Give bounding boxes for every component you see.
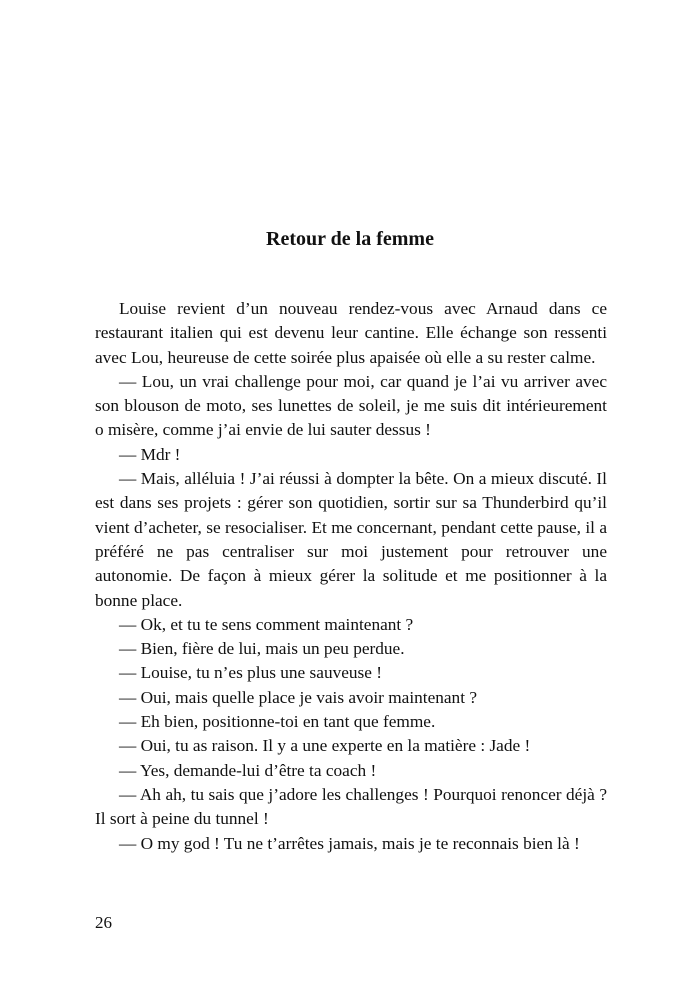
paragraph: — Mdr ! — [119, 444, 181, 464]
page-number: 26 — [95, 913, 112, 932]
paragraph: — O my god ! Tu ne t’arrêtes jamais, mais je te reconnais bien là ! — [119, 833, 580, 853]
paragraph: — Eh bien, positionne-toi en tant que femme. — [119, 712, 436, 732]
paragraph: — Ah ah, tu sais que j’adore les challenges ! Pourquoi renoncer déjà ? Il sort à peine du tunnel ! — [95, 784, 607, 829]
paragraph: — Louise, tu n’es plus une sauveuse ! — [119, 663, 383, 683]
paragraph: — Yes, demande-lui d’être ta coach ! — [119, 760, 377, 780]
paragraph: — Oui, mais quelle place je vais avoir maintenant ? — [119, 687, 477, 707]
paragraph: Louise revient d’un nouveau rendez-vous avec Arnaud dans ce restaurant italien qui est devenu leur cantine. Elle échange son ressenti avec Lou, heureuse de cette soirée plus apaisée où elle a su rester calme. — [95, 299, 607, 367]
chapter-body — [95, 297, 607, 856]
chapter-title: Retour de la femme — [266, 228, 434, 250]
paragraph: — Ok, et tu te sens comment maintenant ? — [119, 614, 414, 634]
paragraph: — Oui, tu as raison. Il y a une experte en la matière : Jade ! — [119, 736, 531, 756]
paragraph: — Lou, un vrai challenge pour moi, car quand je l’ai vu arriver avec son blouson de moto, ses lunettes de soleil, je me suis dit intérieurement o misère, comme j’ai envie de lui sauter dessus ! — [95, 371, 607, 440]
paragraph: — Bien, fière de lui, mais un peu perdue. — [119, 639, 405, 659]
paragraph: — Mais, alléluia ! J’ai réussi à dompter la bête. On a mieux discuté. Il est dans ses projets : gérer son quotidien, sortir sur sa Thunderbird qu’il vient d’acheter, se resocialiser. Et me concernant, pendant cette pause, il a préféré ne pas centraliser sur moi justement pour retrouver une autonomie. De façon à mieux gérer la solitude et me positionner à la bonne place. — [95, 469, 607, 610]
